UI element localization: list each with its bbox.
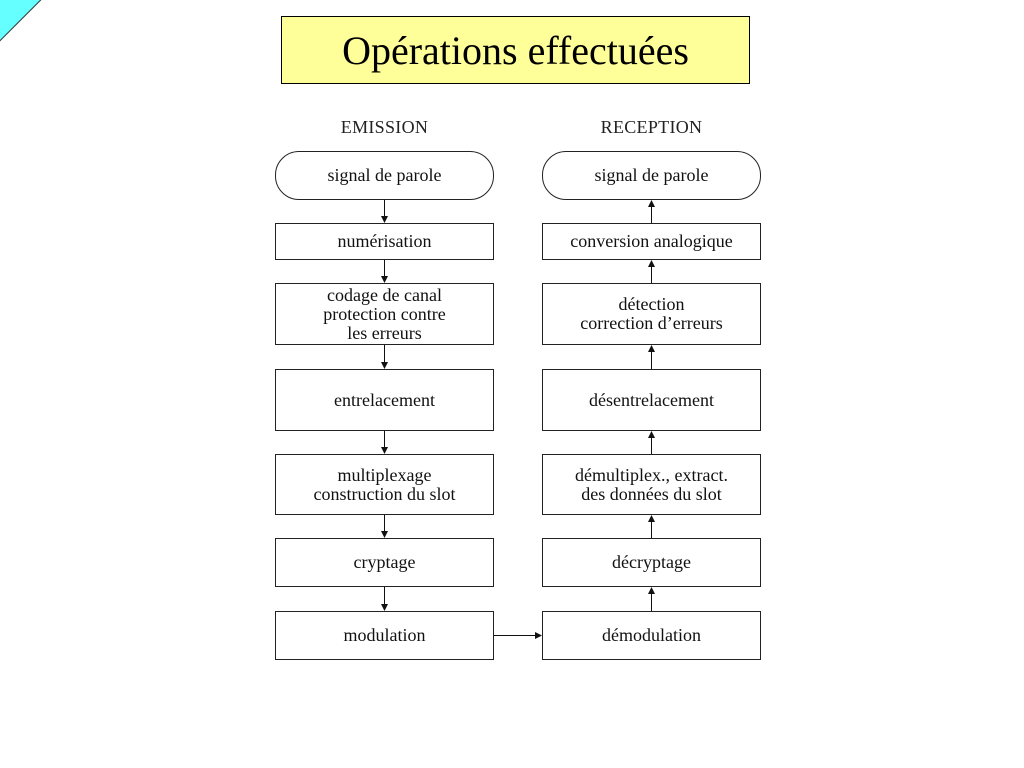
gsm-ribbon [0, 0, 181, 72]
reception-heading: RECEPTION [600, 117, 703, 137]
reception-step-signal: signal de parole [542, 151, 761, 200]
emission-step-codage: codage de canal protection contre les erreurs [275, 283, 494, 345]
emission-heading: EMISSION [340, 117, 429, 137]
emission-step-entrelacement: entrelacement [275, 369, 494, 431]
reception-step-detection: détection correction d’erreurs [542, 283, 761, 345]
emission-step-numerisation: numérisation [275, 223, 494, 260]
reception-step-demodulation: démodulation [542, 611, 761, 660]
emission-step-modulation: modulation [275, 611, 494, 660]
page-title: Opérations effectuées [281, 16, 750, 84]
reception-step-desentrelacement: désentrelacement [542, 369, 761, 431]
reception-step-demultiplex: démultiplex., extract. des données du slot [542, 454, 761, 515]
emission-step-cryptage: cryptage [275, 538, 494, 587]
emission-step-signal: signal de parole [275, 151, 494, 200]
emission-step-multiplexage: multiplexage construction du slot [275, 454, 494, 515]
reception-step-conversion: conversion analogique [542, 223, 761, 260]
reception-step-decryptage: décryptage [542, 538, 761, 587]
